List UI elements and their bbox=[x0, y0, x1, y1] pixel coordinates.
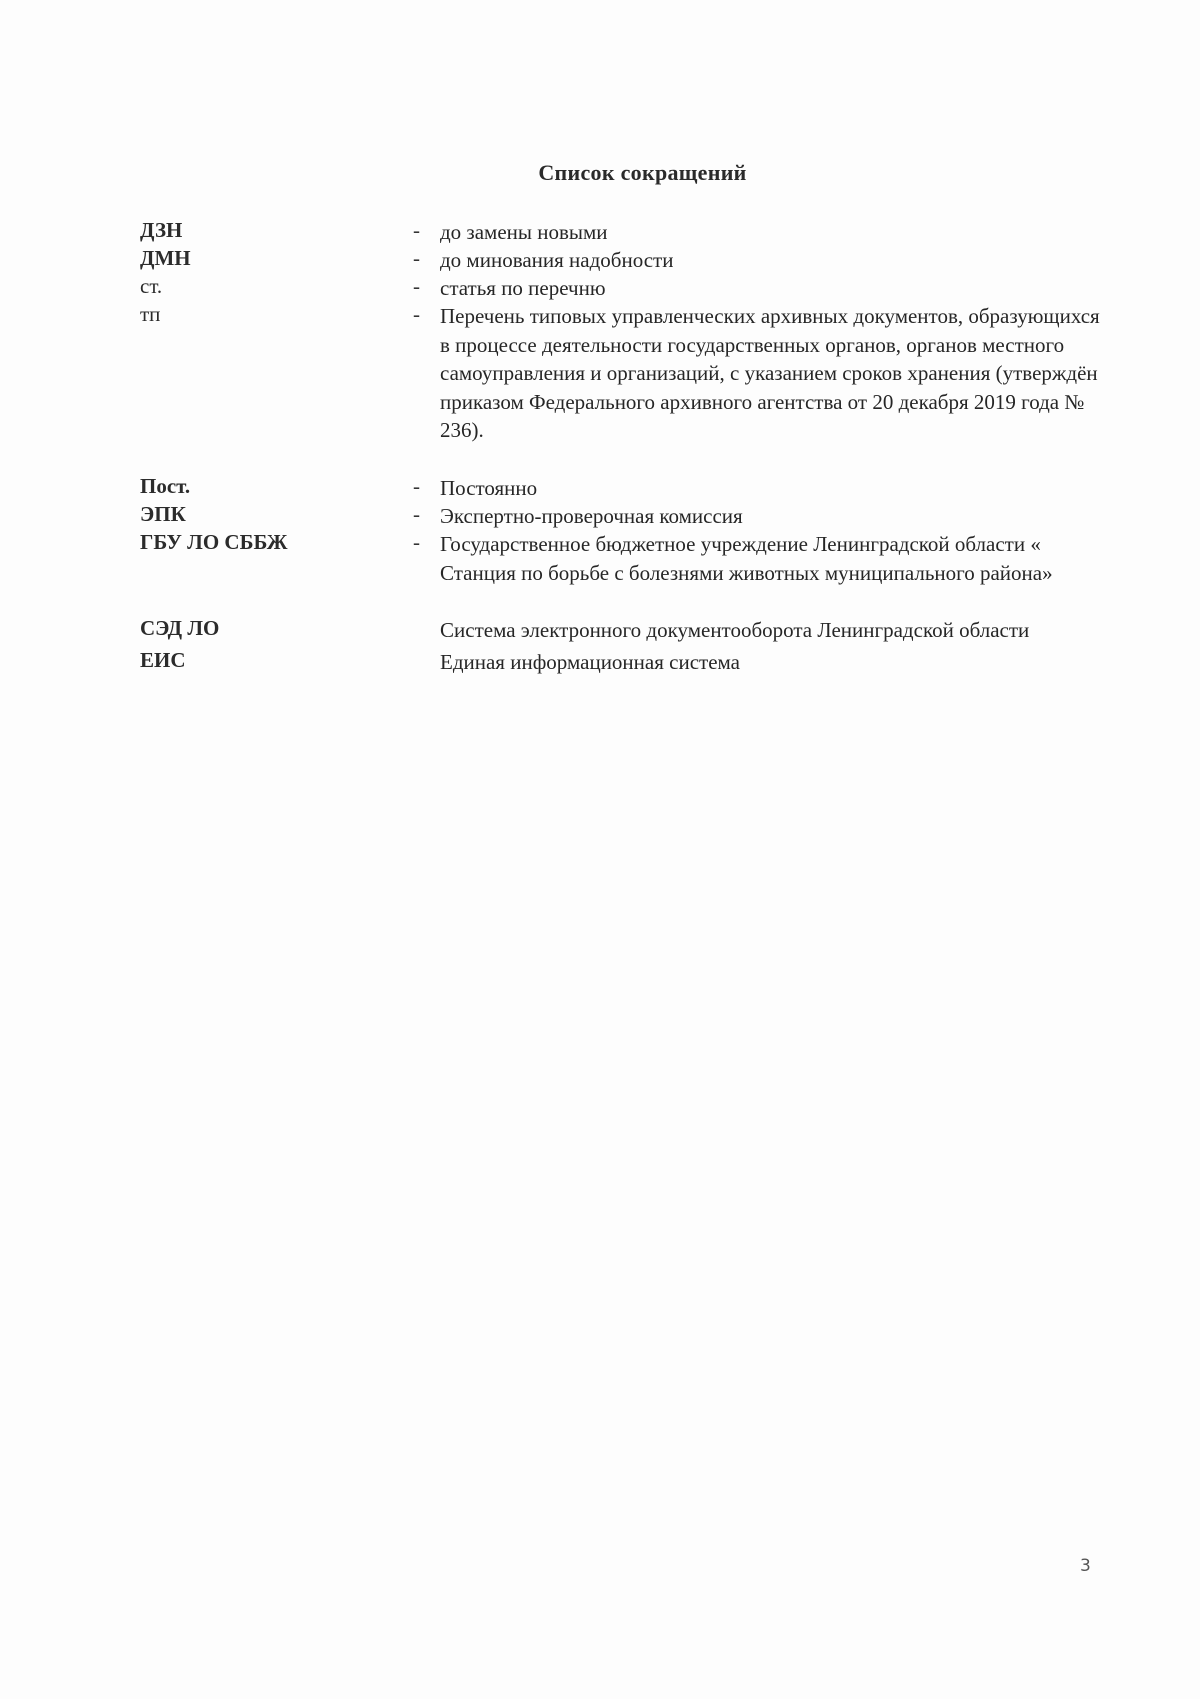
separator-dash: - bbox=[413, 274, 420, 298]
abbreviation-term: ЭПК bbox=[140, 502, 186, 526]
page-number: 3 bbox=[1080, 1556, 1091, 1576]
separator-dash: - bbox=[413, 302, 420, 326]
separator-dash: - bbox=[413, 502, 420, 526]
abbreviation-definition: Перечень типовых управленческих архивных документов, образующихся в процессе деятельности государственных органов, органов местного самоуправления и организаций, с указанием сроков хранения (утверждён приказом Федерального архивного агентства от 20 декабря 2019 года № 236). bbox=[440, 304, 1100, 442]
abbreviation-term: ст. bbox=[140, 274, 163, 298]
separator-dash: - bbox=[413, 218, 420, 242]
abbreviation-definition: до замены новыми bbox=[440, 220, 608, 244]
abbreviation-definition: Постоянно bbox=[440, 476, 538, 500]
separator-dash: - bbox=[413, 246, 420, 270]
abbreviation-term: Пост. bbox=[140, 474, 191, 498]
abbreviation-term: тп bbox=[140, 302, 161, 326]
abbreviation-term: ДМН bbox=[140, 246, 191, 270]
abbreviation-definition: до минования надобности bbox=[440, 248, 674, 272]
separator-dash: - bbox=[413, 474, 420, 498]
page-title: Список сокращений bbox=[538, 160, 747, 185]
abbreviation-term: ГБУ ЛО СББЖ bbox=[140, 530, 288, 554]
abbreviation-definition: Единая информационная система bbox=[440, 650, 740, 674]
abbreviation-definition: Система электронного документооборота Ленинградской области bbox=[440, 618, 1030, 642]
abbreviation-term: СЭД ЛО bbox=[140, 616, 220, 640]
abbreviation-definition: Государственное бюджетное учреждение Ленинградской области « Станция по борьбе с болезнями животных муниципального района» bbox=[440, 532, 1053, 585]
separator-dash: - bbox=[413, 530, 420, 554]
abbreviation-term: ДЗН bbox=[140, 218, 183, 242]
abbreviation-definition: Экспертно-проверочная комиссия bbox=[440, 504, 743, 528]
abbreviation-definition: статья по перечню bbox=[440, 276, 606, 300]
abbreviation-term: ЕИС bbox=[140, 648, 186, 672]
